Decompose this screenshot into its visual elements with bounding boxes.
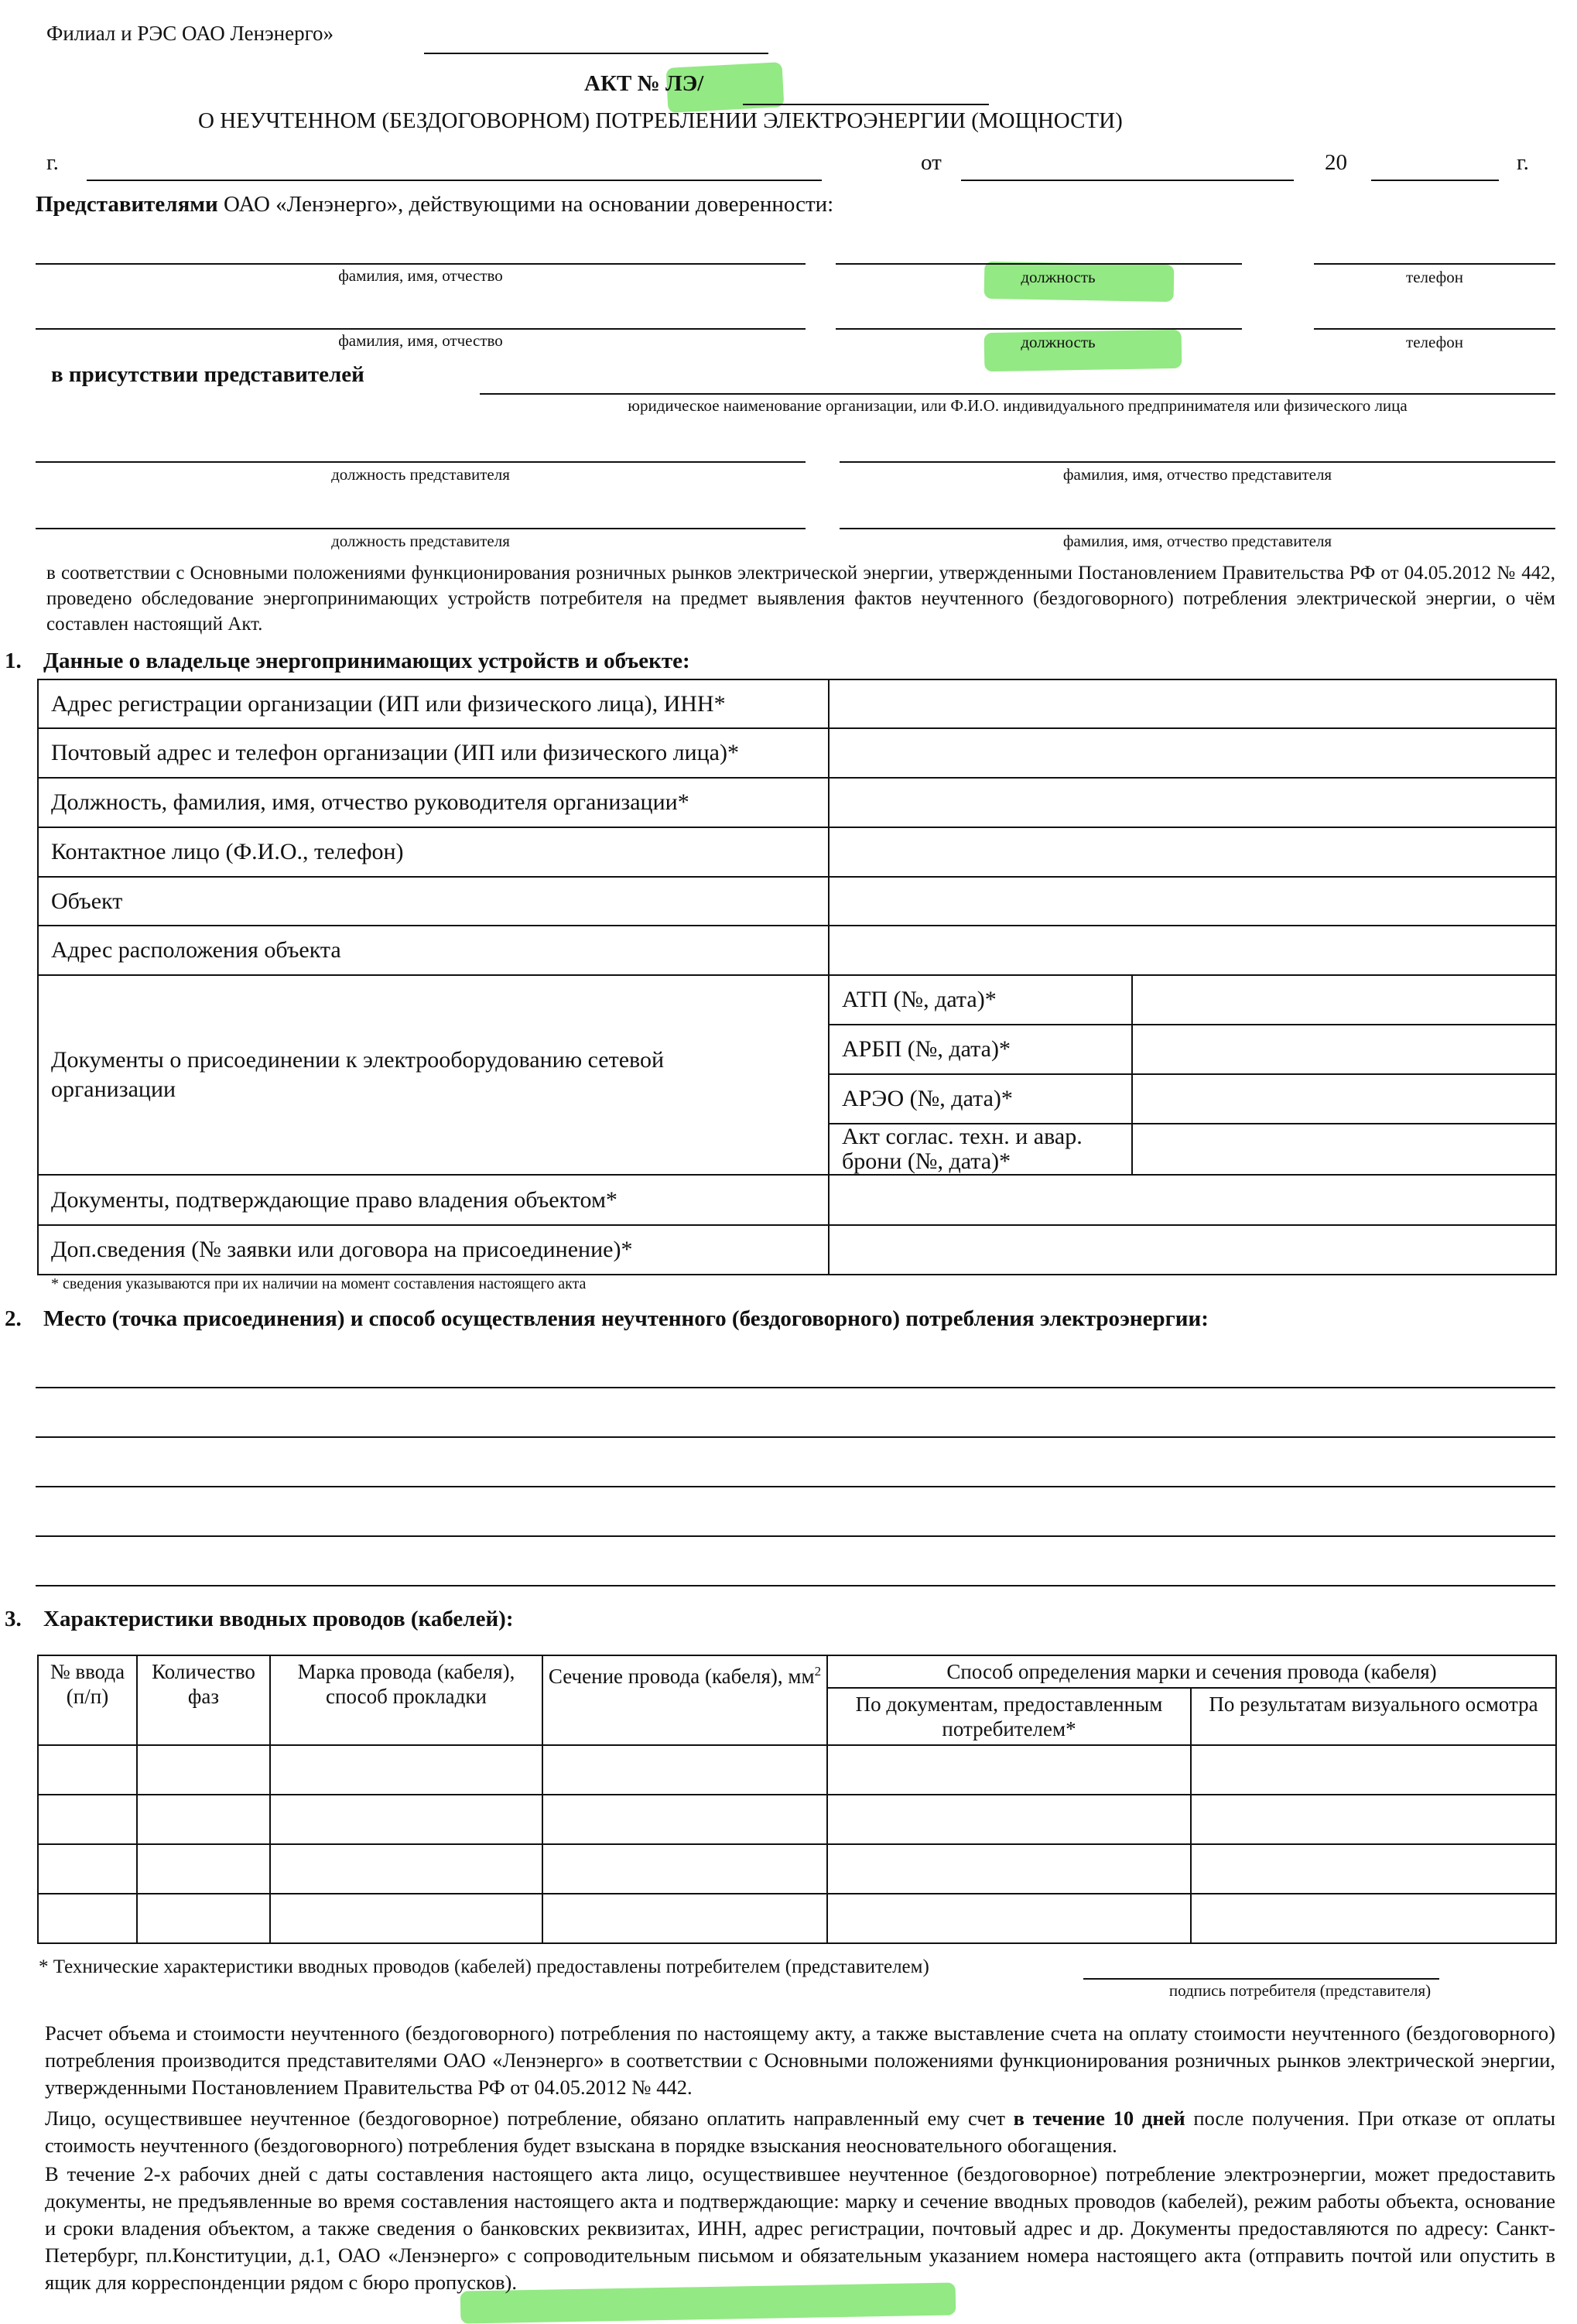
branch-line (424, 53, 768, 54)
docs-item-value[interactable] (1132, 1025, 1556, 1074)
presence-line (480, 393, 1555, 395)
docs-item-label: АТП (№, дата)* (829, 975, 1132, 1025)
docs-item-label: АРЭО (№, дата)* (829, 1074, 1132, 1124)
representatives-intro (36, 192, 833, 217)
rep2-position-caption: должность (1021, 333, 1096, 351)
rep3-position-line (36, 461, 806, 463)
col-phases: Количество фаз (137, 1655, 270, 1745)
year-line (1371, 180, 1499, 181)
rep4-fio-caption: фамилия, имя, отчество представителя (1062, 532, 1332, 550)
year-suffix: г. (1517, 150, 1529, 175)
rep4-position-caption: должность представителя (331, 532, 510, 550)
col-input-no: № ввода (п/п) (38, 1655, 137, 1745)
table-row (38, 1844, 1556, 1894)
table-cell[interactable] (827, 1844, 1191, 1894)
section2-title: Место (точка присоединения) и способ осуществления неучтенного (бездоговорного) потребления электроэнергии: (43, 1306, 1209, 1331)
section2-line[interactable] (36, 1585, 1555, 1586)
ownership-docs-value[interactable] (829, 1175, 1556, 1225)
date-from: от (921, 150, 942, 175)
section1-number: 1. (5, 649, 22, 673)
col-by-visual: По результатам визуального осмотра (1191, 1688, 1556, 1745)
docs-item-value[interactable] (1132, 975, 1556, 1025)
closing-paragraph-3 (45, 2161, 1555, 2296)
rep1-position-caption: должность (1021, 268, 1096, 286)
section3-title: Характеристики вводных проводов (кабелей): (43, 1607, 514, 1631)
section3-number: 3. (5, 1607, 22, 1631)
rep1-fio-caption: фамилия, имя, отчество (338, 266, 503, 285)
docs-item-value[interactable] (1132, 1124, 1556, 1175)
section1-title: Данные о владельце энергопринимающих устройств и объекте: (43, 649, 690, 673)
closing-paragraph-2 (45, 2105, 1555, 2159)
docs-connection-label: Документы о присоединении к электрооборудованию сетевой организации (38, 975, 829, 1175)
table-cell[interactable] (270, 1745, 542, 1795)
docs-item-value[interactable] (1132, 1074, 1556, 1124)
col-method: Способ определения марки и сечения провода (кабеля) (827, 1655, 1556, 1688)
section2-line[interactable] (36, 1486, 1555, 1487)
owner-row-value[interactable] (829, 679, 1556, 728)
owner-row-label: Контактное лицо (Ф.И.О., телефон) (38, 827, 829, 877)
table-cell[interactable] (827, 1894, 1191, 1943)
owner-data-table (37, 679, 1557, 1275)
rep3-position-caption: должность представителя (331, 465, 510, 484)
branch-label: Филиал и РЭС ОАО Ленэнерго» (46, 22, 334, 45)
table-row (38, 1745, 1556, 1795)
section2-number: 2. (5, 1306, 22, 1331)
section3-footnote: * Технические характеристики вводных проводов (кабелей) предоставлены потребителем (представителем) (39, 1956, 929, 1977)
rep2-position-line (836, 328, 1242, 330)
preamble: в соответствии с Основными положениями функционирования розничных рынков электрической энергии, утвержденными Постановлением Правительства РФ от 04.05.2012 № 442, проведено обследование энергопринимающих устройств потребителя на предмет выявления фактов неучтенного (бездоговорного) потребления электрической энергии, о чём составлен настоящий Акт. (46, 563, 1555, 635)
representatives-intro-rest: ОАО «Ленэнерго», действующими на основании доверенности: (217, 192, 834, 217)
table-cell[interactable] (1191, 1844, 1556, 1894)
col-section-sup: 2 (814, 1664, 822, 1679)
table-row (38, 1795, 1556, 1844)
closing-p2-end: после получения. При отказе от оплаты стоимость неучтенного (бездоговорного) потребления будет взыскана в порядке взыскания неосновательного обогащения. (45, 2107, 1556, 2157)
owner-row-value[interactable] (829, 926, 1556, 975)
owner-row-label: Объект (38, 877, 829, 926)
act-number-line (743, 104, 989, 105)
table-cell[interactable] (137, 1795, 270, 1844)
table-cell[interactable] (1191, 1745, 1556, 1795)
rep1-phone-caption: телефон (1406, 268, 1463, 286)
rep2-phone-caption: телефон (1406, 333, 1463, 351)
city-prefix: г. (46, 150, 59, 175)
owner-row-value[interactable] (829, 877, 1556, 926)
rep2-fio-caption: фамилия, имя, отчество (338, 331, 503, 350)
rep4-fio-line (840, 528, 1555, 529)
rep1-phone-line (1314, 263, 1555, 265)
section2-line[interactable] (36, 1387, 1555, 1388)
owner-row-label: Адрес расположения объекта (38, 926, 829, 975)
table-cell[interactable] (542, 1844, 827, 1894)
closing-paragraph-1: Расчет объема и стоимости неучтенного (бездоговорного) потребления по настоящему акту, а также выставление счета на оплату стоимости неучтенного (бездоговорного) потребления производится представителями ОАО «Ленэнерго» в соответствии с Основными положениями функционирования розничных рынков электрической энергии, утвержденными Постановлением Правительства РФ от 04.05.2012 № 442. (45, 2021, 1555, 2099)
rep1-fio-line (36, 263, 806, 265)
rep3-fio-line (840, 461, 1555, 463)
table-cell[interactable] (1191, 1894, 1556, 1943)
signature-line[interactable] (1083, 1978, 1439, 1980)
owner-row-label: Почтовый адрес и телефон организации (ИП или физического лица)* (38, 728, 829, 778)
table-cell[interactable] (137, 1844, 270, 1894)
col-brand: Марка провода (кабеля), способ прокладки (270, 1655, 542, 1745)
owner-row-value[interactable] (829, 827, 1556, 877)
rep4-position-line (36, 528, 806, 529)
date-line (961, 180, 1294, 181)
docs-item-label: Акт соглас. техн. и авар. брони (№, дата)* (829, 1124, 1132, 1175)
cables-table (37, 1655, 1557, 1944)
table-cell[interactable] (38, 1745, 137, 1795)
table-cell[interactable] (270, 1894, 542, 1943)
section2-line[interactable] (36, 1436, 1555, 1438)
representatives-intro-bold: Представителями (36, 192, 218, 217)
rep2-fio-line (36, 328, 806, 330)
table-cell[interactable] (542, 1795, 827, 1844)
table-cell[interactable] (542, 1745, 827, 1795)
table-row (38, 1894, 1556, 1943)
table-cell[interactable] (38, 1844, 137, 1894)
act-title: АКТ № ЛЭ/ (584, 71, 704, 96)
act-subtitle: О НЕУЧТЕННОМ (БЕЗДОГОВОРНОМ) ПОТРЕБЛЕНИИ ЭЛЕКТРОЭНЕРГИИ (МОЩНОСТИ) (198, 108, 1123, 133)
table-cell[interactable] (38, 1795, 137, 1844)
closing-p3-end: с сопроводительным письмом и обязательным указанием номера настоящего акта (отправить почтой или опустить в ящик для корреспонденции рядом с бюро пропусков). (45, 2244, 1555, 2294)
delivery-address: Санкт-Петербург, пл.Конституции, д.1, ОАО «Ленэнерго» (45, 2216, 1555, 2267)
year-prefix: 20 (1325, 150, 1347, 175)
table-cell[interactable] (38, 1894, 137, 1943)
extra-info-value[interactable] (829, 1225, 1556, 1275)
owner-row-label: Должность, фамилия, имя, отчество руководителя организации* (38, 778, 829, 827)
col-section-label: Сечение провода (кабеля), мм (548, 1665, 815, 1688)
owner-row-value[interactable] (829, 778, 1556, 827)
table-cell[interactable] (827, 1795, 1191, 1844)
table-cell[interactable] (270, 1844, 542, 1894)
city-line (87, 180, 822, 181)
closing-p2-start: Лицо, осуществившее неучтенное (бездоговорное) потребление, обязано оплатить направленный ему счет (45, 2107, 1014, 2130)
presence-label: в присутствии представителей (51, 362, 364, 387)
closing-p2-bold: в течение 10 дней (1013, 2107, 1185, 2130)
table-cell[interactable] (137, 1745, 270, 1795)
section2-line[interactable] (36, 1535, 1555, 1537)
closing-p3-start: В течение 2-х рабочих дней с даты составления настоящего акта лицо, осуществившее неучтенное (бездоговорное) потребление электроэнергии, может предоставить документы, не предъявленные во время составления настоящего акта и подтверждающие: марку и сечение вводных проводов (кабелей), режим работы объекта, основание и сроки владения объектом, а также сведения о банковских реквизитах, ИНН, адрес регистрации, почтовый адрес и др. Документы предоставляются по адресу: (45, 2162, 1555, 2240)
docs-item-label: АРБП (№, дата)* (829, 1025, 1132, 1074)
rep1-position-line (836, 263, 1242, 265)
table-cell[interactable] (542, 1894, 827, 1943)
section1-footnote: * сведения указываются при их наличии на момент составления настоящего акта (51, 1275, 587, 1292)
owner-row-label: Адрес регистрации организации (ИП или физического лица), ИНН* (38, 679, 829, 728)
signature-caption: подпись потребителя (представителя) (1168, 1981, 1432, 2000)
table-cell[interactable] (137, 1894, 270, 1943)
extra-info-label: Доп.сведения (№ заявки или договора на присоединение)* (38, 1225, 829, 1275)
col-section (542, 1655, 827, 1745)
table-cell[interactable] (1191, 1795, 1556, 1844)
owner-row-value[interactable] (829, 728, 1556, 778)
col-by-docs: По документам, предоставленным потребителем* (827, 1688, 1191, 1745)
rep3-fio-caption: фамилия, имя, отчество представителя (1062, 465, 1332, 484)
table-cell[interactable] (270, 1795, 542, 1844)
ownership-docs-label: Документы, подтверждающие право владения объектом* (38, 1175, 829, 1225)
table-cell[interactable] (827, 1745, 1191, 1795)
rep2-phone-line (1314, 328, 1555, 330)
org-caption: юридическое наименование организации, или Ф.И.О. индивидуального предпринимателя или физического лица (628, 396, 1408, 415)
